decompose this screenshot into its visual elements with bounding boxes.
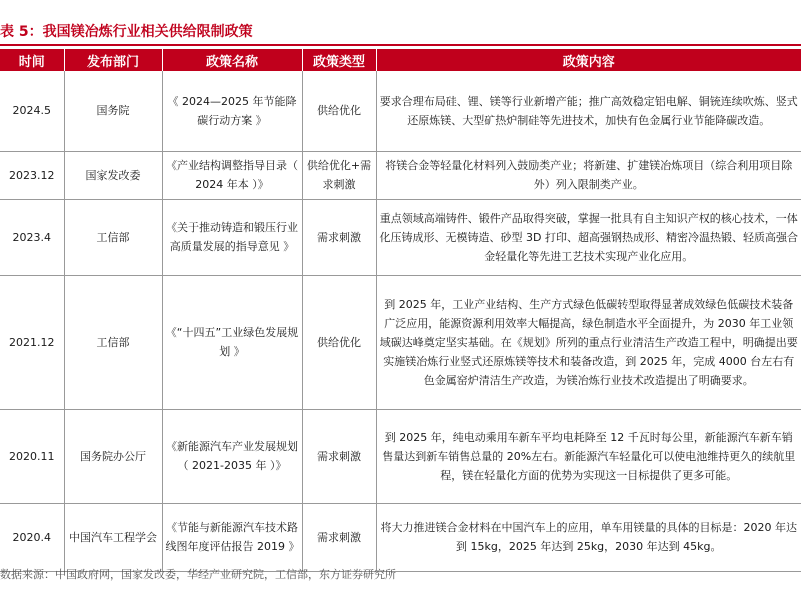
table-row — [0, 199, 801, 275]
cell-policy-type: 需求刺激 — [302, 199, 376, 275]
cell-policy-content: 将大力推进镁合金材料在中国汽车上的应用，单车用镁量的具体的目标是：2020 年达到 15kg，2025 年达到 25kg，2030 年达到 45kg。 — [376, 503, 801, 571]
table-row — [0, 151, 801, 199]
header-dept: 发布部门 — [64, 49, 162, 71]
data-source-note: 数据来源：中国政府网，国家发改委，华经产业研究院，工信部，东方证券研究所 — [0, 568, 396, 581]
cell-time: 2024.5 — [0, 71, 64, 151]
cell-policy-name: 《产业结构调整指导目录（ 2024 年本 ）》 — [162, 151, 302, 199]
cell-dept: 中国汽车工程学会 — [64, 503, 162, 571]
table-row — [0, 503, 801, 571]
header-policy-content: 政策内容 — [376, 49, 801, 71]
cell-time: 2020.11 — [0, 409, 64, 503]
cell-time: 2023.4 — [0, 199, 64, 275]
table-row — [0, 409, 801, 503]
table-row — [0, 275, 801, 409]
cell-policy-name: 《节能与新能源汽车技术路线图年度评估报告 2019 》 — [162, 503, 302, 571]
cell-policy-name: 《“十四五”工业绿色发展规划 》 — [162, 275, 302, 409]
cell-dept: 工信部 — [64, 199, 162, 275]
cell-policy-name: 《关于推动铸造和锻压行业高质量发展的指导意见 》 — [162, 199, 302, 275]
cell-policy-content: 将镁合金等轻量化材料列入鼓励类产业；将新建、扩建镁冶炼项目（综合利用项目除外）列入限制类产业。 — [376, 151, 801, 199]
table-title: 表 5：我国镁冶炼行业相关供给限制政策 — [0, 24, 253, 40]
cell-policy-type: 需求刺激 — [302, 409, 376, 503]
cell-dept: 国务院办公厅 — [64, 409, 162, 503]
cell-dept: 国务院 — [64, 71, 162, 151]
cell-policy-name: 《新能源汽车产业发展规划（ 2021-2035 年 ）》 — [162, 409, 302, 503]
title-divider — [0, 44, 801, 46]
header-policy-type: 政策类型 — [302, 49, 376, 71]
cell-policy-type: 供给优化 — [302, 71, 376, 151]
cell-policy-type: 供给优化+需求刺激 — [302, 151, 376, 199]
cell-policy-content: 重点领域高端铸件、锻件产品取得突破，掌握一批具有自主知识产权的核心技术，一体化压铸成形、无模铸造、砂型 3D 打印、超高强钢热成形、精密冷温热锻、轻质高强合金轻量化等先进工艺技术实现产业化应用。 — [376, 199, 801, 275]
cell-time: 2021.12 — [0, 275, 64, 409]
cell-dept: 国家发改委 — [64, 151, 162, 199]
cell-time: 2023.12 — [0, 151, 64, 199]
policy-table — [0, 49, 801, 572]
cell-policy-content: 要求合理布局硅、锂、镁等行业新增产能；推广高效稳定铝电解、铜铳连续吹炼、竖式还原炼镁、大型矿热炉制硅等先进技术，加快有色金属行业节能降碳改造。 — [376, 71, 801, 151]
cell-policy-type: 需求刺激 — [302, 503, 376, 571]
table-row — [0, 71, 801, 151]
cell-time: 2020.4 — [0, 503, 64, 571]
header-time: 时间 — [0, 49, 64, 71]
cell-dept: 工信部 — [64, 275, 162, 409]
cell-policy-name: 《 2024—2025 年节能降碳行动方案 》 — [162, 71, 302, 151]
cell-policy-content: 到 2025 年，工业产业结构、生产方式绿色低碳转型取得显著成效绿色低碳技术装备广泛应用，能源资源利用效率大幅提高，绿色制造水平全面提升，为 2030 年工业领域碳达峰奠定坚实基础。在《规划》所列的重点行业清洁生产改造工程中，明确提出要实施镁冶炼行业竖式还原炼镁等技术和装备改造，到 2025 年，完成 4000 台左右有色金属窑炉清洁生产改造，为镁冶炼行业技术改造提出了明确要求。 — [376, 275, 801, 409]
table-header-row — [0, 49, 801, 71]
cell-policy-content: 到 2025 年，纯电动乘用车新车平均电耗降至 12 千瓦时每公里，新能源汽车新车销售量达到新车销售总量的 20%左右。新能源汽车轻量化可以使电池维持更久的续航里程，镁在轻量化方面的优势为实现这一目标提供了更多可能。 — [376, 409, 801, 503]
header-policy-name: 政策名称 — [162, 49, 302, 71]
cell-policy-type: 供给优化 — [302, 275, 376, 409]
